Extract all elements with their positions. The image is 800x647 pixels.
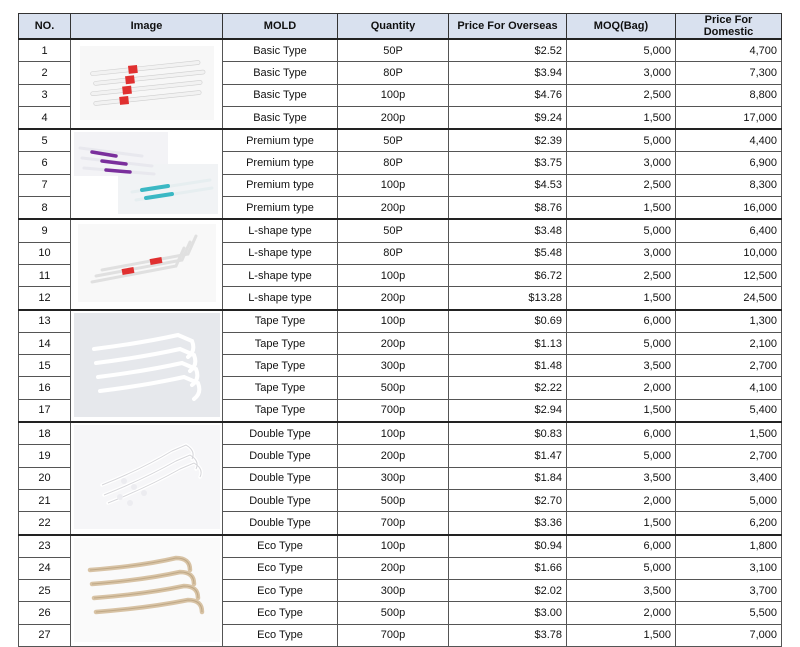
double-floss-picks-photo: [71, 422, 223, 534]
row-number: 24: [19, 557, 71, 579]
table-row: [19, 535, 782, 558]
price-overseas-cell: $5.48: [449, 242, 567, 264]
price-domestic-cell: 17,000: [676, 106, 782, 129]
quantity-cell: 500p: [338, 489, 449, 511]
quantity-cell: 200p: [338, 106, 449, 129]
moq-cell: 6,000: [567, 422, 676, 445]
header-image: Image: [71, 14, 223, 40]
quantity-cell: 80P: [338, 62, 449, 84]
row-number: 26: [19, 602, 71, 624]
quantity-cell: 200p: [338, 557, 449, 579]
premium-floss-picks-photo: [71, 129, 223, 219]
quantity-cell: 300p: [338, 355, 449, 377]
price-domestic-cell: 3,100: [676, 557, 782, 579]
price-domestic-cell: 1,800: [676, 535, 782, 558]
price-overseas-cell: $4.76: [449, 84, 567, 106]
mold-cell: Eco Type: [223, 535, 338, 558]
mold-cell: Double Type: [223, 467, 338, 489]
price-overseas-cell: $13.28: [449, 287, 567, 310]
price-domestic-cell: 8,800: [676, 84, 782, 106]
moq-cell: 3,000: [567, 152, 676, 174]
table-row: [19, 129, 782, 152]
price-domestic-cell: 7,000: [676, 624, 782, 646]
price-overseas-cell: $1.47: [449, 445, 567, 467]
row-number: 19: [19, 445, 71, 467]
price-overseas-cell: $3.00: [449, 602, 567, 624]
price-overseas-cell: $6.72: [449, 264, 567, 286]
mold-cell: Tape Type: [223, 399, 338, 422]
moq-cell: 6,000: [567, 535, 676, 558]
price-domestic-cell: 12,500: [676, 264, 782, 286]
tape-floss-picks-photo: [71, 310, 223, 422]
price-overseas-cell: $1.84: [449, 467, 567, 489]
header-mold: MOLD: [223, 14, 338, 40]
header-quantity: Quantity: [338, 14, 449, 40]
row-number: 23: [19, 535, 71, 558]
row-number: 16: [19, 377, 71, 399]
price-overseas-cell: $3.75: [449, 152, 567, 174]
row-number: 17: [19, 399, 71, 422]
mold-cell: Basic Type: [223, 106, 338, 129]
quantity-cell: 300p: [338, 580, 449, 602]
header-row: [19, 14, 782, 40]
row-number: 3: [19, 84, 71, 106]
quantity-cell: 80P: [338, 242, 449, 264]
quantity-cell: 100p: [338, 174, 449, 196]
price-overseas-cell: $1.66: [449, 557, 567, 579]
price-overseas-cell: $8.76: [449, 197, 567, 220]
price-domestic-cell: 16,000: [676, 197, 782, 220]
mold-cell: Basic Type: [223, 84, 338, 106]
header-moq: MOQ(Bag): [567, 14, 676, 40]
mold-cell: Premium type: [223, 152, 338, 174]
price-overseas-cell: $0.94: [449, 535, 567, 558]
row-number: 11: [19, 264, 71, 286]
price-domestic-cell: 6,200: [676, 512, 782, 535]
moq-cell: 2,500: [567, 174, 676, 196]
row-number: 20: [19, 467, 71, 489]
price-domestic-cell: 4,400: [676, 129, 782, 152]
row-number: 13: [19, 310, 71, 333]
row-number: 6: [19, 152, 71, 174]
row-number: 21: [19, 489, 71, 511]
moq-cell: 5,000: [567, 219, 676, 242]
quantity-cell: 100p: [338, 535, 449, 558]
moq-cell: 2,000: [567, 489, 676, 511]
moq-cell: 1,500: [567, 287, 676, 310]
price-domestic-cell: 1,300: [676, 310, 782, 333]
price-domestic-cell: 2,100: [676, 332, 782, 354]
moq-cell: 2,000: [567, 602, 676, 624]
price-table: [18, 13, 782, 647]
price-overseas-cell: $0.69: [449, 310, 567, 333]
mold-cell: Eco Type: [223, 602, 338, 624]
mold-cell: Tape Type: [223, 332, 338, 354]
table-row: [19, 422, 782, 445]
mold-cell: L-shape type: [223, 242, 338, 264]
price-domestic-cell: 1,500: [676, 422, 782, 445]
price-overseas-cell: $2.39: [449, 129, 567, 152]
price-domestic-cell: 6,400: [676, 219, 782, 242]
quantity-cell: 200p: [338, 287, 449, 310]
price-overseas-cell: $1.13: [449, 332, 567, 354]
moq-cell: 3,500: [567, 467, 676, 489]
row-number: 7: [19, 174, 71, 196]
mold-cell: Premium type: [223, 197, 338, 220]
mold-cell: Tape Type: [223, 355, 338, 377]
mold-cell: Tape Type: [223, 310, 338, 333]
moq-cell: 5,000: [567, 332, 676, 354]
mold-cell: Premium type: [223, 129, 338, 152]
l-shape-floss-picks-photo: [71, 219, 223, 309]
price-domestic-cell: 5,400: [676, 399, 782, 422]
mold-cell: Double Type: [223, 512, 338, 535]
row-number: 2: [19, 62, 71, 84]
price-overseas-cell: $1.48: [449, 355, 567, 377]
table-row: [19, 310, 782, 333]
price-domestic-cell: 5,500: [676, 602, 782, 624]
price-domestic-cell: 3,400: [676, 467, 782, 489]
moq-cell: 5,000: [567, 445, 676, 467]
quantity-cell: 50P: [338, 39, 449, 62]
moq-cell: 5,000: [567, 557, 676, 579]
price-overseas-cell: $9.24: [449, 106, 567, 129]
price-overseas-cell: $2.02: [449, 580, 567, 602]
quantity-cell: 100p: [338, 264, 449, 286]
price-domestic-cell: 6,900: [676, 152, 782, 174]
price-domestic-cell: 7,300: [676, 62, 782, 84]
mold-cell: L-shape type: [223, 287, 338, 310]
basic-floss-picks-photo: [71, 39, 223, 129]
row-number: 15: [19, 355, 71, 377]
mold-cell: Double Type: [223, 489, 338, 511]
row-number: 14: [19, 332, 71, 354]
quantity-cell: 50P: [338, 219, 449, 242]
mold-cell: Tape Type: [223, 377, 338, 399]
price-table-container: [18, 13, 782, 647]
price-overseas-cell: $2.94: [449, 399, 567, 422]
price-overseas-cell: $3.78: [449, 624, 567, 646]
price-overseas-cell: $2.52: [449, 39, 567, 62]
mold-cell: Eco Type: [223, 580, 338, 602]
mold-cell: L-shape type: [223, 219, 338, 242]
moq-cell: 3,500: [567, 580, 676, 602]
price-domestic-cell: 10,000: [676, 242, 782, 264]
mold-cell: Double Type: [223, 445, 338, 467]
quantity-cell: 50P: [338, 129, 449, 152]
header-price-domestic: Price For Domestic: [676, 14, 782, 40]
header-price-overseas: Price For Overseas: [449, 14, 567, 40]
row-number: 8: [19, 197, 71, 220]
price-domestic-cell: 5,000: [676, 489, 782, 511]
row-number: 25: [19, 580, 71, 602]
price-domestic-cell: 24,500: [676, 287, 782, 310]
price-domestic-cell: 8,300: [676, 174, 782, 196]
table-row: [19, 39, 782, 62]
quantity-cell: 700p: [338, 624, 449, 646]
mold-cell: Basic Type: [223, 39, 338, 62]
mold-cell: Eco Type: [223, 557, 338, 579]
quantity-cell: 500p: [338, 602, 449, 624]
row-number: 5: [19, 129, 71, 152]
price-overseas-cell: $0.83: [449, 422, 567, 445]
row-number: 18: [19, 422, 71, 445]
row-number: 27: [19, 624, 71, 646]
quantity-cell: 100p: [338, 310, 449, 333]
moq-cell: 3,000: [567, 62, 676, 84]
moq-cell: 6,000: [567, 310, 676, 333]
quantity-cell: 100p: [338, 422, 449, 445]
price-domestic-cell: 4,700: [676, 39, 782, 62]
row-number: 12: [19, 287, 71, 310]
quantity-cell: 200p: [338, 332, 449, 354]
quantity-cell: 200p: [338, 445, 449, 467]
row-number: 4: [19, 106, 71, 129]
moq-cell: 2,000: [567, 377, 676, 399]
mold-cell: Eco Type: [223, 624, 338, 646]
price-domestic-cell: 4,100: [676, 377, 782, 399]
price-overseas-cell: $3.36: [449, 512, 567, 535]
moq-cell: 1,500: [567, 624, 676, 646]
price-overseas-cell: $3.48: [449, 219, 567, 242]
quantity-cell: 700p: [338, 399, 449, 422]
mold-cell: Double Type: [223, 422, 338, 445]
moq-cell: 2,500: [567, 264, 676, 286]
mold-cell: Basic Type: [223, 62, 338, 84]
quantity-cell: 500p: [338, 377, 449, 399]
moq-cell: 1,500: [567, 106, 676, 129]
row-number: 10: [19, 242, 71, 264]
row-number: 1: [19, 39, 71, 62]
price-overseas-cell: $4.53: [449, 174, 567, 196]
mold-cell: L-shape type: [223, 264, 338, 286]
table-row: [19, 219, 782, 242]
price-overseas-cell: $2.70: [449, 489, 567, 511]
price-domestic-cell: 2,700: [676, 445, 782, 467]
price-domestic-cell: 3,700: [676, 580, 782, 602]
mold-cell: Premium type: [223, 174, 338, 196]
moq-cell: 5,000: [567, 129, 676, 152]
moq-cell: 1,500: [567, 197, 676, 220]
eco-floss-picks-photo: [71, 535, 223, 647]
moq-cell: 1,500: [567, 399, 676, 422]
row-number: 9: [19, 219, 71, 242]
table-body: [19, 39, 782, 647]
moq-cell: 3,500: [567, 355, 676, 377]
row-number: 22: [19, 512, 71, 535]
quantity-cell: 300p: [338, 467, 449, 489]
moq-cell: 5,000: [567, 39, 676, 62]
header-no: NO.: [19, 14, 71, 40]
moq-cell: 1,500: [567, 512, 676, 535]
quantity-cell: 100p: [338, 84, 449, 106]
quantity-cell: 80P: [338, 152, 449, 174]
price-overseas-cell: $3.94: [449, 62, 567, 84]
quantity-cell: 700p: [338, 512, 449, 535]
moq-cell: 2,500: [567, 84, 676, 106]
moq-cell: 3,000: [567, 242, 676, 264]
price-overseas-cell: $2.22: [449, 377, 567, 399]
price-domestic-cell: 2,700: [676, 355, 782, 377]
quantity-cell: 200p: [338, 197, 449, 220]
